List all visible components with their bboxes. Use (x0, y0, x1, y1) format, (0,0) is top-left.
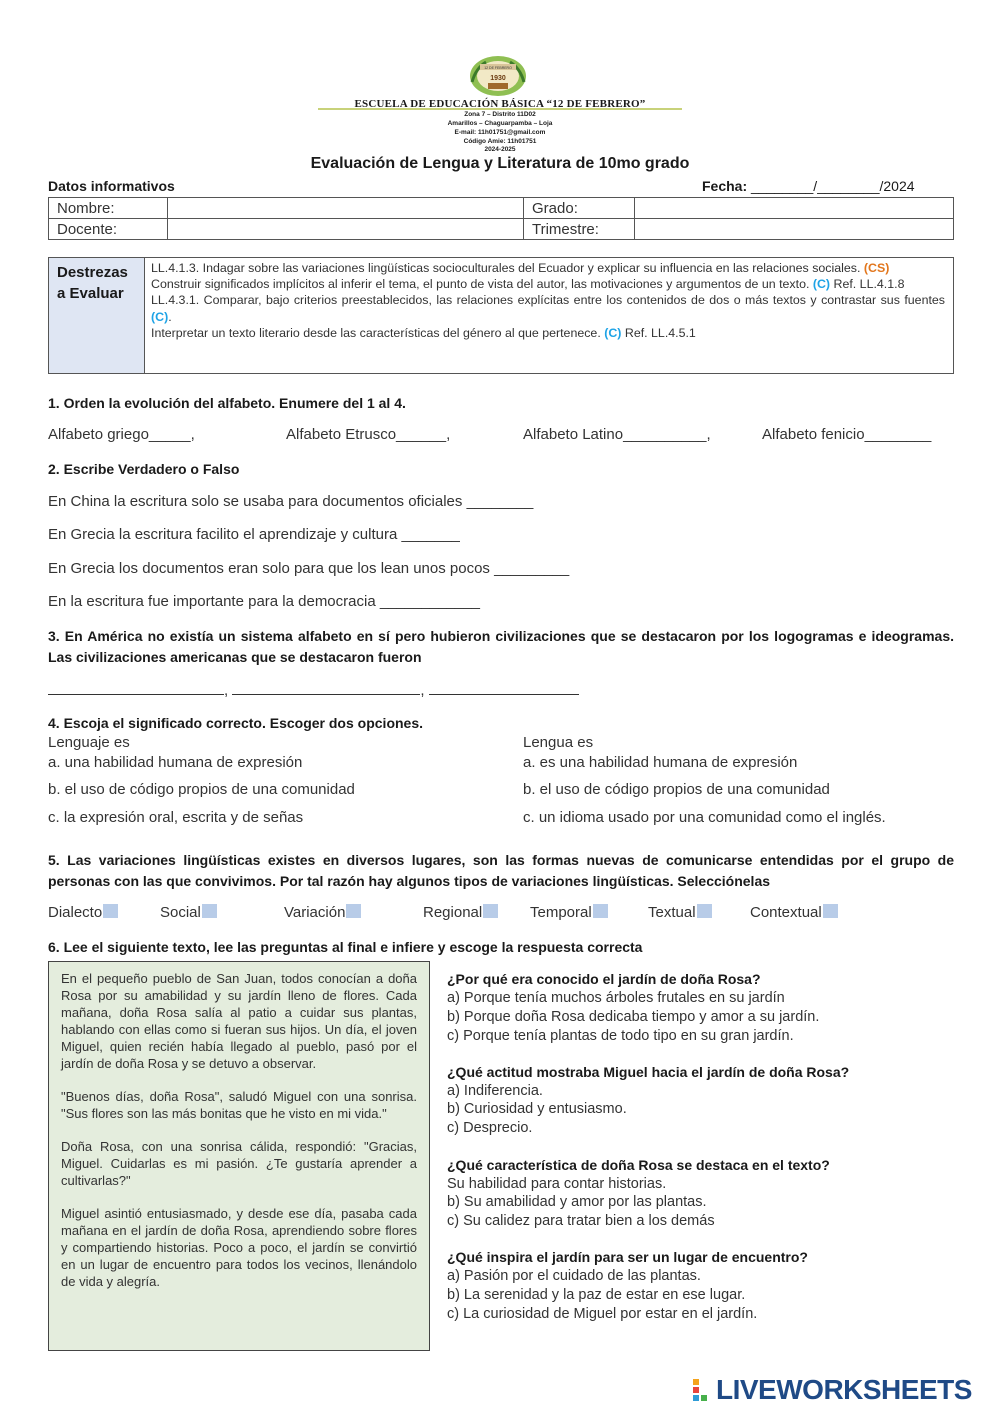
q6-q1-option-a[interactable]: a) Porque tenía muchos árboles frutales en su jardín (447, 990, 785, 1006)
q5-option-regional[interactable] (423, 904, 498, 921)
destreza-1-tag: (CS) (863, 261, 890, 275)
school-email: E-mail: 11h01751@gmail.com (454, 129, 546, 136)
q3-blank-1[interactable] (48, 680, 224, 695)
q5-label-regional: Regional (423, 904, 483, 921)
q6-q3-option-c[interactable]: c) Su calidez para tratar bien a los demás (447, 1213, 715, 1229)
destrezas-box (48, 257, 954, 374)
q3-title: 3. En América no existía un sistema alfabeto en sí pero hubieron civilizaciones que se destacaron por los logogramas e ideogramas. Las civilizaciones americanas que se destacaron fueron (48, 628, 954, 665)
q6-q2-option-a[interactable]: a) Indiferencia. (447, 1083, 543, 1099)
q5-option-temporal[interactable] (530, 904, 608, 921)
nombre-input[interactable] (168, 198, 524, 219)
nombre-label: Nombre: (49, 198, 168, 219)
q1-item-latino[interactable]: Alfabeto Latino__________, (523, 426, 711, 443)
q6-q1-option-c[interactable]: c) Porque tenía plantas de todo tipo en su gran jardín. (447, 1028, 794, 1044)
q2-title: 2. Escribe Verdadero o Falso (48, 461, 240, 477)
q5-label-variacion: Variación (284, 904, 346, 921)
info-table (48, 197, 954, 240)
q1-title: 1. Orden la evolución del alfabeto. Enumere del 1 al 4. (48, 395, 406, 411)
q5-label-temporal: Temporal (530, 904, 592, 921)
q6-q3-option-a[interactable]: Su habilidad para contar historias. (447, 1176, 667, 1192)
q4-right-option-c[interactable]: c. un idioma usado por una comunidad como el inglés. (523, 809, 886, 826)
destreza-4: Interpretar un texto literario desde las características del género al que pertenece. (151, 325, 601, 340)
q5-checkbox-regional[interactable] (483, 904, 498, 918)
q6-title: 6. Lee el siguiente texto, lee las preguntas al final e infiere y escoge la respuesta correcta (48, 939, 643, 955)
q5-label-textual: Textual (648, 904, 696, 921)
school-amie: Código Amie: 11h01751 (463, 138, 537, 145)
q6-q2-option-b[interactable]: b) Curiosidad y entusiasmo. (447, 1101, 627, 1117)
q6-q3-option-b[interactable]: b) Su amabilidad y amor por las plantas. (447, 1194, 707, 1210)
destrezas-label: Destrezas a Evaluar (49, 258, 145, 373)
q5-option-textual[interactable] (648, 904, 712, 921)
destreza-2: Construir significados implícitos al inferir el tema, el punto de vista del autor, las motivaciones y argumentos de un texto. (151, 277, 810, 292)
q6-q2-option-c[interactable]: c) Desprecio. (447, 1120, 533, 1136)
q5-title: 5. Las variaciones lingüísticas existes en diversos lugares, son las formas nuevas de comunicarse entendidas por el grupo de personas con las que convivimos. Por tal razón hay algunos tipos de variaciones lingüísticas. Selecciónelas (48, 852, 954, 889)
school-logo (466, 52, 530, 98)
reading-paragraph-4: Miguel asintió entusiasmado, y desde ese día, pasaba cada mañana en el jardín de doña Rosa, aprendiendo sobre flores y compartiendo historias. Poco a poco, el jardín se convirtió en un lugar de encuentro para todos los vecinos, llenándolo de vida y alegría. (61, 1206, 417, 1289)
school-zone: Zona 7 – Distrito 11D02 (464, 111, 536, 118)
q4-left-option-c[interactable]: c. la expresión oral, escrita y de señas (48, 809, 304, 826)
q3-answer-line (48, 680, 579, 699)
q5-checkbox-social[interactable] (202, 904, 217, 918)
grado-input[interactable] (635, 198, 954, 219)
q5-checkbox-textual[interactable] (697, 904, 712, 918)
destreza-4-ref: Ref. LL.4.5.1 (621, 325, 696, 340)
q5-checkbox-dialecto[interactable] (103, 904, 118, 918)
page-title: Evaluación de Lengua y Literatura de 10mo grado (310, 155, 690, 172)
q5-label-contextual: Contextual (750, 904, 822, 921)
docente-label: Docente: (49, 219, 168, 240)
grado-label: Grado: (524, 198, 635, 219)
fecha-field[interactable] (702, 178, 915, 194)
q6-q1-option-b[interactable]: b) Porque doña Rosa dedicaba tiempo y amor a su jardín. (447, 1009, 820, 1025)
school-name: ESCUELA DE EDUCACIÓN BÁSICA “12 DE FEBRERO” (354, 98, 646, 110)
q4-left-option-a[interactable]: a. una habilidad humana de expresión (48, 754, 303, 771)
q5-checkbox-temporal[interactable] (593, 904, 608, 918)
destreza-2-ref: Ref. LL.4.1.8 (830, 277, 905, 292)
destreza-3: LL.4.3.1. Comparar, bajo criterios preestablecidos, las relaciones explícitas entre los contenidos de dos o más textos y contrastar sus fuentes (151, 293, 945, 308)
q3-sep-1: , (224, 682, 229, 699)
q6-q4-option-c[interactable]: c) La curiosidad de Miguel por estar en el jardín. (447, 1306, 758, 1322)
school-location: Amarillos – Chaguarpamba – Loja (447, 120, 553, 127)
q5-checkbox-variacion[interactable] (346, 904, 361, 918)
q6-question-3: ¿Qué característica de doña Rosa se destaca en el texto? (447, 1157, 830, 1173)
trimestre-input[interactable] (635, 219, 954, 240)
q5-label-dialecto: Dialecto (48, 904, 103, 921)
reading-box (48, 961, 430, 1351)
school-period: 2024-2025 (484, 146, 516, 153)
q3-blank-3[interactable] (429, 680, 579, 695)
logo-year: 1930 (490, 75, 506, 82)
q5-option-variacion[interactable] (284, 904, 361, 921)
destrezas-text (145, 258, 953, 373)
q3-blank-2[interactable] (232, 680, 420, 695)
q4-left-option-b[interactable]: b. el uso de código propios de una comunidad (48, 781, 355, 798)
q5-option-dialecto[interactable] (48, 904, 118, 921)
q4-title: 4. Escoja el significado correcto. Escoger dos opciones. (48, 715, 424, 731)
fecha-label: Fecha: (702, 178, 748, 194)
fecha-value: ________/________/2024 (747, 178, 915, 194)
destreza-2-tag: (C) (812, 277, 831, 292)
liveworksheets-brand[interactable]: LIVEWORKSHEETS (716, 1374, 972, 1405)
q6-q4-option-a[interactable]: a) Pasión por el cuidado de las plantas. (447, 1268, 701, 1284)
q4-left-head: Lenguaje es (48, 734, 130, 751)
q1-item-fenicio[interactable]: Alfabeto fenicio________ (762, 426, 932, 443)
destreza-3-tag: (C) (151, 309, 169, 324)
logo-ribbon: 12 DE FEBRERO (484, 66, 512, 70)
q1-item-etrusco[interactable]: Alfabeto Etrusco______, (286, 426, 451, 443)
q4-right-head: Lengua es (523, 734, 594, 751)
q6-q4-option-b[interactable]: b) La serenidad y la paz de estar en ese lugar. (447, 1287, 746, 1303)
q6-question-2: ¿Qué actitud mostraba Miguel hacia el jardín de doña Rosa? (447, 1064, 850, 1080)
q2-item-grecia-documentos[interactable]: En Grecia los documentos eran solo para que los lean unos pocos _________ (48, 560, 570, 577)
q5-option-social[interactable] (160, 904, 217, 921)
q6-question-1: ¿Por qué era conocido el jardín de doña Rosa? (447, 971, 761, 987)
q5-checkbox-contextual[interactable] (823, 904, 838, 918)
q6-question-4: ¿Qué inspira el jardín para ser un lugar de encuentro? (447, 1249, 808, 1265)
reading-paragraph-2: "Buenos días, doña Rosa", saludó Miguel con una sonrisa. "Sus flores son las más bonitas que he visto en mi vida." (61, 1089, 417, 1121)
reading-paragraph-3: Doña Rosa, con una sonrisa cálida, respondió: "Gracias, Miguel. Cuidarlas es mi pasión. ¿Te gustaría aprender a cultivarlas?" (61, 1139, 417, 1188)
trimestre-label: Trimestre: (524, 219, 635, 240)
q4-right-option-a[interactable]: a. es una habilidad humana de expresión (523, 754, 798, 771)
destreza-3-end: . (168, 309, 172, 324)
docente-input[interactable] (168, 219, 524, 240)
q2-item-china[interactable]: En China la escritura solo se usaba para documentos oficiales ________ (48, 493, 534, 510)
reading-paragraph-1: En el pequeño pueblo de San Juan, todos conocían a doña Rosa por su amabilidad y su jardín lleno de flores. Cada mañana, doña Rosa salía al patio a cuidar sus plantas, hablando con ellas como si fueran sus hijos. Un día, el joven Miguel, quien recién había llegado al pueblo, pasó por el jardín de doña Rosa y se detuvo a observar. (61, 971, 417, 1071)
q4-right-option-b[interactable]: b. el uso de código propios de una comunidad (523, 781, 830, 798)
q5-option-contextual[interactable] (750, 904, 838, 921)
q3-sep-2: , (420, 682, 425, 699)
q2-item-grecia-aprendizaje[interactable]: En Grecia la escritura facilito el aprendizaje y cultura _______ (48, 526, 460, 543)
destreza-1: LL.4.1.3. Indagar sobre las variaciones lingüísticas socioculturales del Ecuador y explicar su influencia en las relaciones sociales. (151, 261, 861, 275)
destreza-4-tag: (C) (604, 325, 622, 340)
q1-item-griego[interactable]: Alfabeto griego_____, (48, 426, 195, 443)
q2-item-democracia[interactable]: En la escritura fue importante para la democracia ____________ (48, 593, 480, 610)
datos-label: Datos informativos (48, 178, 175, 194)
liveworksheets-logo-icon (693, 1379, 715, 1401)
q5-label-social: Social (160, 904, 201, 921)
